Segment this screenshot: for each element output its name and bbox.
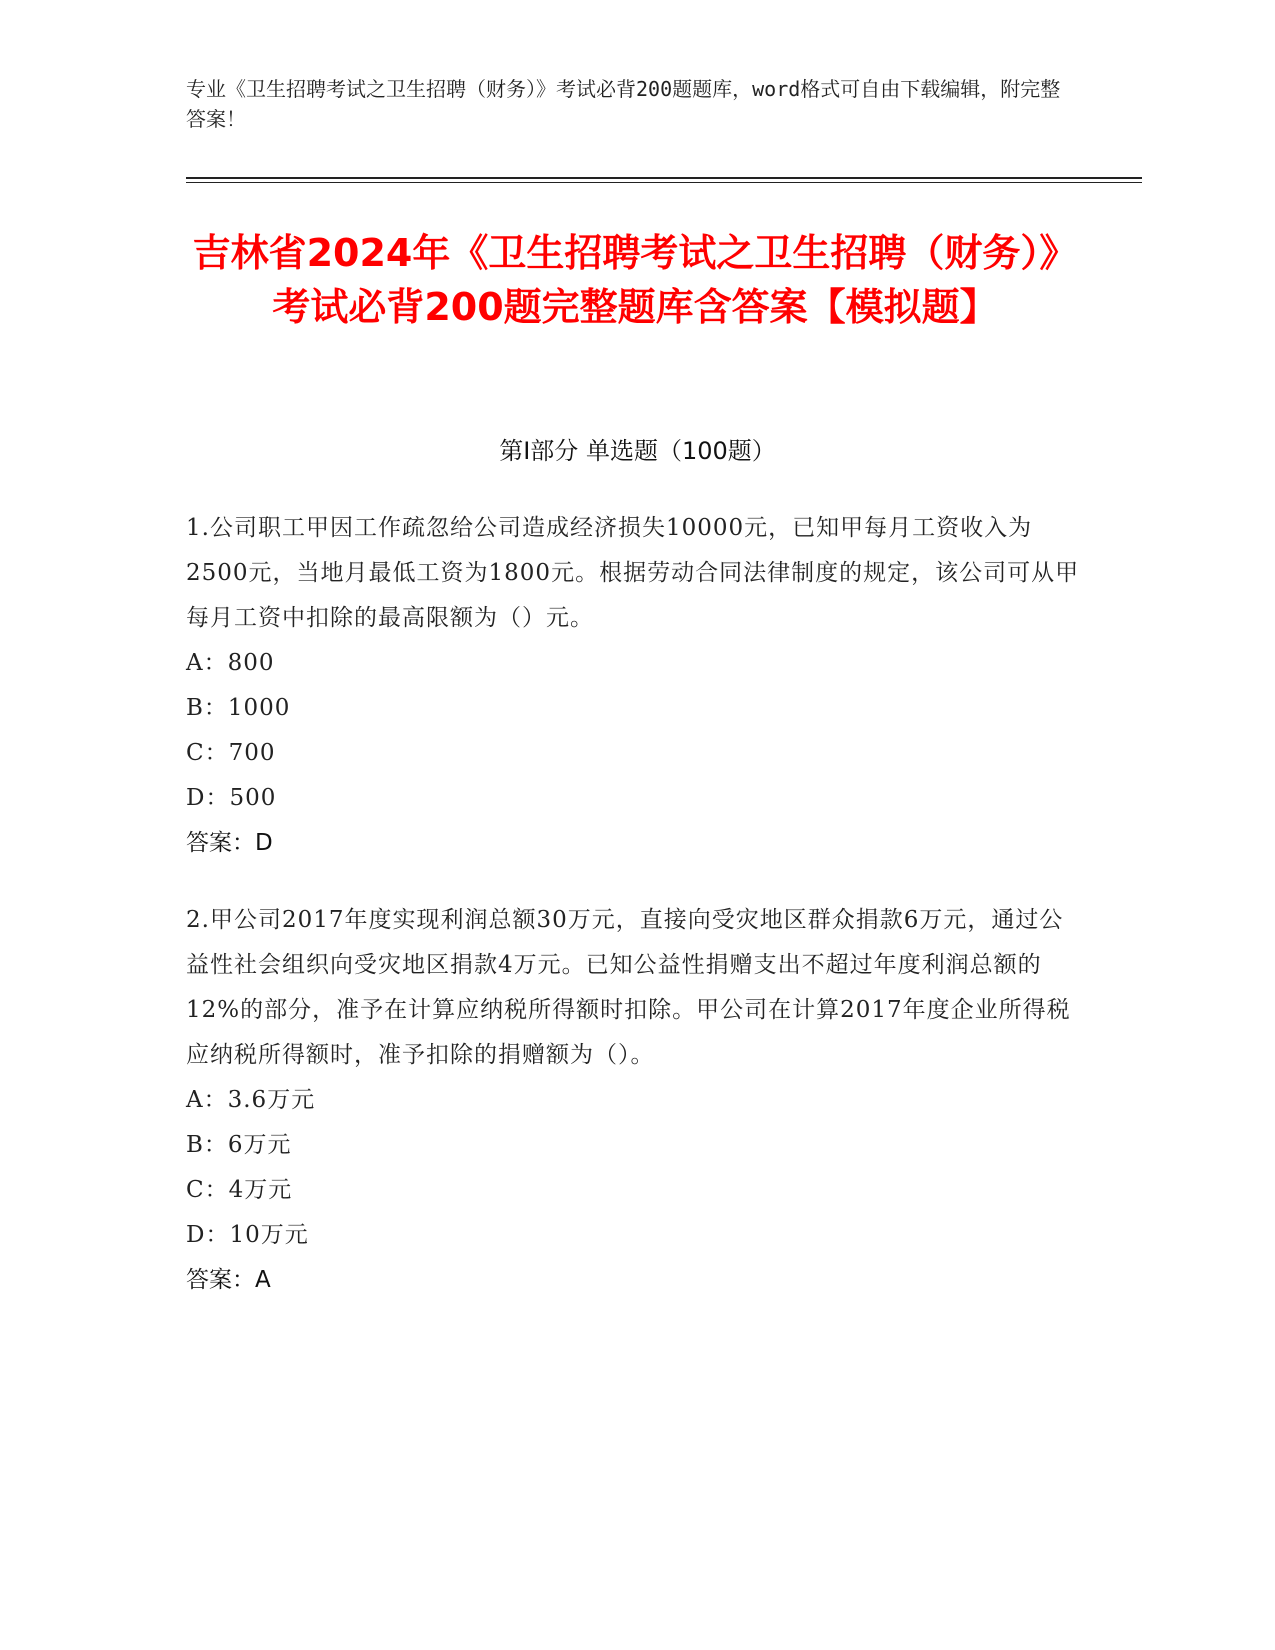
- question-2: [186, 898, 1086, 1303]
- question-1: [186, 506, 1086, 866]
- header-divider-thick: [186, 177, 1142, 179]
- option-b: B：1000: [186, 695, 291, 721]
- question-text: 2.甲公司2017年度实现利润总额30万元，直接向受灾地区群众捐款6万元，通过公益性社会组织向受灾地区捐款4万元。已知公益性捐赠支出不超过年度利润总额的12%的部分，准予在计算应纳税所得额时扣除。甲公司在计算2017年度企业所得税应纳税所得额时，准予扣除的捐赠额为（）。: [186, 907, 1071, 1068]
- option-c: C：4万元: [186, 1177, 293, 1203]
- option-c: C：700: [186, 740, 276, 766]
- option-b: B：6万元: [186, 1132, 292, 1158]
- option-a: A：3.6万元: [186, 1087, 316, 1113]
- option-d: D：500: [186, 785, 277, 811]
- intro-text: 专业《卫生招聘考试之卫生招聘（财务）》考试必背200题题库，word格式可自由下载编辑，附完整答案！: [186, 77, 1061, 131]
- answer: 答案：A: [186, 1267, 271, 1293]
- question-text: 1.公司职工甲因工作疏忽给公司造成经济损失10000元，已知甲每月工资收入为2500元，当地月最低工资为1800元。根据劳动合同法律制度的规定，该公司可从甲每月工资中扣除的最高限额为（）元。: [186, 515, 1080, 631]
- option-a: A：800: [186, 650, 275, 676]
- document-title: 吉林省2024年《卫生招聘考试之卫生招聘（财务）》考试必背200题完整题库含答案【模拟题】: [192, 231, 1078, 329]
- header-divider-thin: [186, 182, 1142, 183]
- section-heading: 第I部分 单选题（100题）: [499, 437, 776, 465]
- answer: 答案：D: [186, 830, 273, 856]
- option-d: D：10万元: [186, 1222, 309, 1248]
